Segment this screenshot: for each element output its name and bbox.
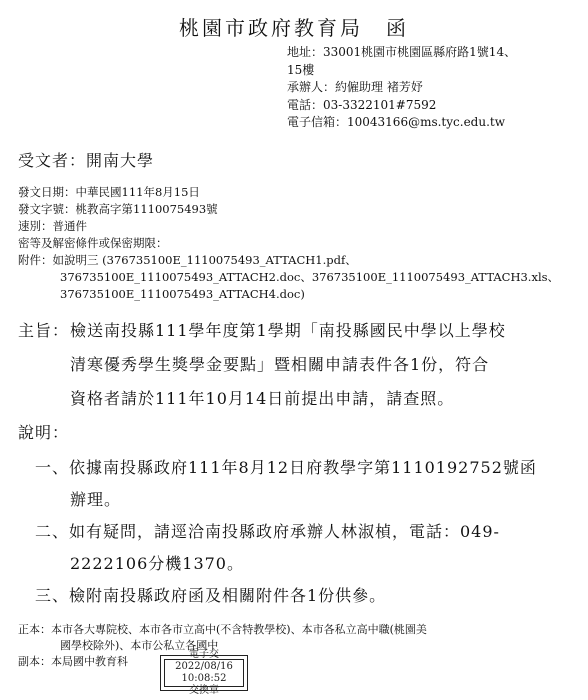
attachments-line-2: 376735100E_1110075493_ATTACH2.doc、376735100E_1110075493_ATTACH3.xls、 [60, 270, 560, 284]
security-level: 密等及解密條件或保密期限： [18, 236, 168, 250]
stamp-line-1: 電子交 [188, 649, 219, 660]
explanation-item-3-line-1: 三、檢附南投縣政府函及相關附件各1份供參。 [35, 586, 387, 605]
explanation-item-1-line-1: 一、依據南投縣政府111年8月12日府教學字第1110192752號函 [35, 458, 537, 477]
stamp-line-4: 交換章 [188, 685, 219, 696]
document-title: 桃園市政府教育局 函 [179, 16, 409, 40]
address-line-2: 15樓 [287, 63, 315, 77]
explanation-label: 說明： [18, 423, 70, 442]
main-recipients-line-2: 國學校除外)、本市公私立各國中 [60, 639, 219, 652]
stamp-line-3: 10:08:52 [181, 673, 227, 684]
address-line-1: 地址：33001桃園市桃園區縣府路1號14、 [287, 45, 517, 59]
delivery-speed: 速別：普通件 [18, 219, 87, 233]
attachments-line-1: 附件：如說明三 (376735100E_1110075493_ATTACH1.pdf、 [18, 253, 357, 267]
stamp-text [175, 649, 233, 697]
explanation-item-2-line-2: 2222106分機1370。 [70, 554, 244, 573]
stamp-line-2: 2022/08/16 [175, 661, 233, 672]
subject-line-3: 資格者請於111年10月14日前提出申請，請查照。 [70, 389, 455, 408]
exchange-stamp [160, 649, 248, 696]
main-recipients-line-1: 正本：本市各大專院校、本市各市立高中(不含特教學校)、本市各私立高中職(桃園美 [18, 623, 427, 636]
attachments-line-3: 376735100E_1110075493_ATTACH4.doc) [60, 287, 305, 301]
handler-info: 承辦人：約僱助理 褚芳妤 [287, 80, 423, 94]
recipient: 受文者：開南大學 [18, 151, 155, 170]
document-number: 發文字號：桃教高字第1110075493號 [18, 202, 218, 216]
explanation-item-1-line-2: 辦理。 [70, 490, 122, 509]
email-info: 電子信箱：10043166@ms.tyc.edu.tw [287, 115, 505, 129]
explanation-item-2-line-1: 二、如有疑問，請逕洽南投縣政府承辦人林淑楨，電話：049- [35, 522, 500, 541]
subject-line-2: 清寒優秀學生獎學金要點」暨相關申請表件各1份，符合 [70, 355, 490, 374]
phone-info: 電話：03-3322101#7592 [287, 98, 437, 112]
copy-recipients: 副本：本局國中教育科 [18, 655, 128, 668]
issue-date: 發文日期：中華民國111年8月15日 [18, 185, 200, 199]
subject-label: 主旨： [18, 321, 70, 340]
subject-line-1: 檢送南投縣111學年度第1學期「南投縣國民中學以上學校 [70, 321, 506, 340]
